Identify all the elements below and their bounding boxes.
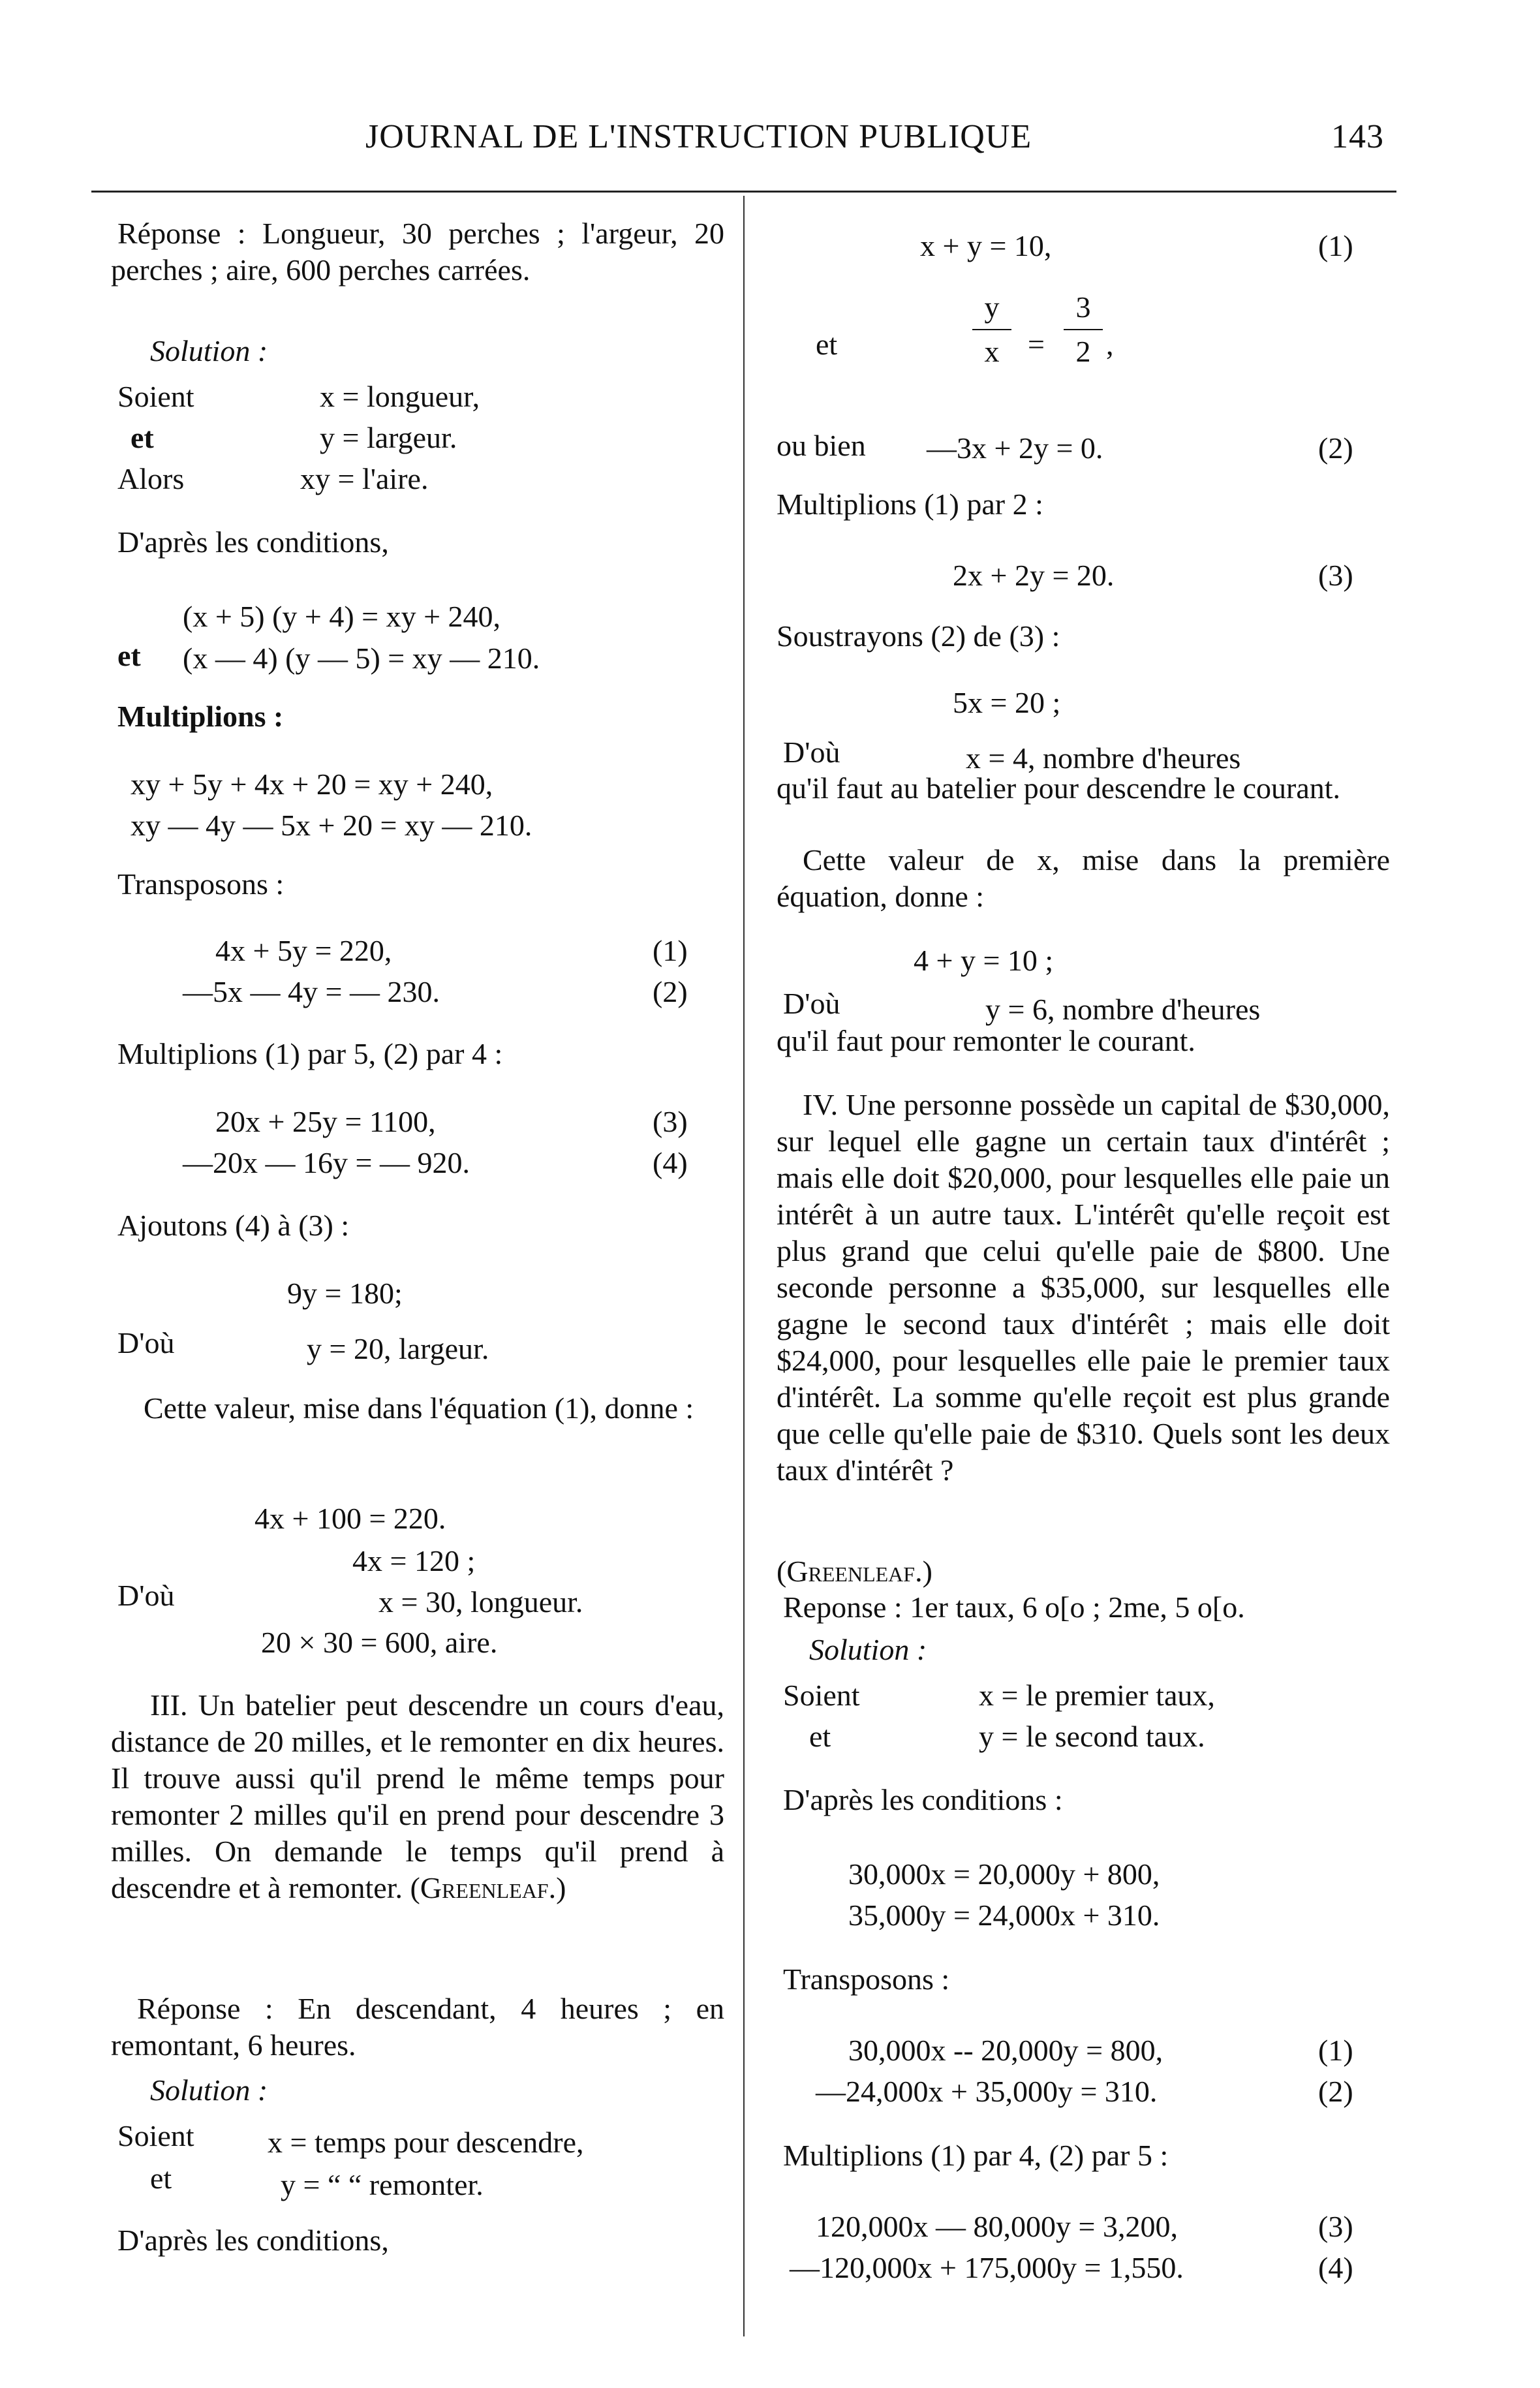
page-number: 143	[1331, 118, 1384, 155]
equation-number: (3)	[1318, 559, 1353, 592]
solution-label: Solution :	[150, 334, 268, 367]
denominator: x	[984, 335, 1000, 368]
answer-paragraph: Réponse : En descendant, 4 heures ; en remontant, 6 heures.	[111, 1992, 724, 2062]
definition: y = le second taux.	[979, 1720, 1205, 1753]
definition: x = le premier taux,	[979, 1679, 1215, 1712]
problem-paragraph: IV. Une personne possède un capital de $30,000, sur lequel elle gagne un certain taux d'intérêt ; mais elle doit $20,000, pour lesquelles elle paie un intérêt à un autre taux. L'intérêt qu'elle reçoit est plus grand que celui qu'elle paie de $800. Une seconde personne a $35,000, sur lesquelles elle gagne le second taux d'intérêt ; mais elle doit $24,000, pour lesquelles elle paie le premier taux d'intérêt. La somme qu'elle reçoit est plus grande que celle qu'elle paie de $310. Quels sont les deux taux d'intérêt ?	[777, 1088, 1390, 1487]
text-paragraph: Cette valeur de x, mise dans la première équation, donne :	[777, 843, 1390, 913]
definition: y = “ “ remonter.	[281, 2168, 484, 2201]
equation: —20x — 16y = — 920.	[183, 1146, 470, 1179]
equation: 4 + y = 10 ;	[914, 944, 1054, 977]
column-rule	[743, 196, 745, 2336]
equals-sign: =	[1028, 328, 1045, 361]
fraction	[1064, 292, 1103, 367]
text-line: D'où	[783, 736, 840, 769]
equation: 20x + 25y = 1100,	[215, 1105, 436, 1138]
equation-number: (3)	[653, 1105, 688, 1138]
text-paragraph: qu'il faut au batelier pour descendre le courant.	[777, 771, 1341, 805]
definition: y = largeur.	[320, 421, 457, 454]
definition-label: Soient	[117, 380, 194, 413]
equation-label: et	[816, 328, 838, 361]
numerator: y	[984, 290, 1000, 324]
definition-label: et	[809, 1720, 831, 1753]
definition: x = longueur,	[320, 380, 480, 413]
definition: x = temps pour descendre,	[268, 2126, 584, 2159]
equation: (x — 4) (y — 5) = xy — 210.	[183, 642, 540, 675]
text-line: Transposons :	[783, 1962, 950, 1996]
equation: —5x — 4y = — 230.	[183, 975, 440, 1008]
equation: 9y = 180;	[287, 1277, 403, 1310]
equation: 4x + 5y = 220,	[215, 934, 392, 967]
equation: 5x = 20 ;	[953, 686, 1061, 719]
equation-number: (1)	[1318, 2034, 1353, 2067]
denominator: 2	[1075, 335, 1091, 368]
equation: y = 20, largeur.	[307, 1332, 489, 1365]
text-line: D'où	[117, 1326, 175, 1359]
equation: —24,000x + 35,000y = 310.	[816, 2075, 1158, 2108]
answer-paragraph: Réponse : Longueur, 30 perches ; l'argeur, 20 perches ; aire, 600 perches carrées.	[111, 217, 724, 287]
definition-label: Alors	[117, 462, 185, 495]
equation-number: (3)	[1318, 2210, 1353, 2243]
equation-number: (4)	[1318, 2251, 1353, 2284]
equation: x = 30, longueur.	[378, 1585, 583, 1619]
equation-number: (2)	[653, 975, 688, 1008]
text-line: D'après les conditions :	[783, 1783, 1063, 1816]
equation: xy — 4y — 5x + 20 = xy — 210.	[131, 809, 532, 842]
equation-number: (4)	[653, 1146, 688, 1179]
definition-label: Soient	[117, 2119, 194, 2152]
equation: —3x + 2y = 0.	[927, 431, 1103, 465]
equation: y = 6, nombre d'heures	[985, 993, 1261, 1026]
definition-label: Soient	[783, 1679, 860, 1712]
problem-paragraph	[111, 1687, 724, 1906]
equation-label: ou bien	[777, 429, 866, 462]
equation-number: (2)	[1318, 2075, 1353, 2108]
problem-text: III. Un batelier peut descendre un cours d'eau, distance de 20 milles, et le remonter en dix heures. Il trouve aussi qu'il prend le même temps pour remonter 2 milles qu'il en prend pour descendre 3 milles. On demande le temps qu'il prend à descendre et à remonter. (	[111, 1688, 724, 1904]
answer-line: Reponse : 1er taux, 6 o[o ; 2me, 5 o[o.	[783, 1590, 1245, 1624]
text-line: Multiplions (1) par 2 :	[777, 488, 1043, 521]
text-line: Soustrayons (2) de (3) :	[777, 619, 1060, 653]
solution-label: Solution :	[150, 2073, 268, 2107]
definition-label: et	[131, 421, 154, 454]
source-citation: Greenleaf.)	[420, 1871, 566, 1904]
definition: xy = l'aire.	[300, 462, 429, 495]
equation: 35,000y = 24,000x + 310.	[848, 1899, 1160, 1932]
text-line: Transposons :	[117, 867, 285, 901]
text-paragraph: Cette valeur, mise dans l'équation (1), donne :	[144, 1391, 694, 1425]
text-line: D'où	[117, 1579, 175, 1612]
equation: x = 4, nombre d'heures	[966, 741, 1241, 775]
text-line: D'après les conditions,	[117, 525, 389, 559]
equation: 120,000x — 80,000y = 3,200,	[816, 2210, 1178, 2243]
equation: 30,000x -- 20,000y = 800,	[848, 2034, 1163, 2067]
numerator: 3	[1075, 290, 1091, 324]
definition-label: et	[150, 2162, 172, 2195]
punctuation: ,	[1106, 328, 1114, 361]
equation: 2x + 2y = 20.	[953, 559, 1115, 592]
fraction	[972, 292, 1011, 367]
equation: 4x + 100 = 220.	[254, 1502, 446, 1535]
solution-label: Solution :	[809, 1633, 927, 1666]
text-line: Ajoutons (4) à (3) :	[117, 1209, 350, 1242]
equation: 20 × 30 = 600, aire.	[261, 1626, 498, 1659]
header-rule	[91, 191, 1396, 193]
equation-label: et	[117, 639, 141, 672]
text-line: D'où	[783, 987, 840, 1020]
equation-number: (1)	[653, 934, 688, 967]
equation: 4x = 120 ;	[352, 1544, 476, 1577]
equation-number: (2)	[1318, 431, 1353, 465]
text-line: Multiplions (1) par 4, (2) par 5 :	[783, 2139, 1169, 2172]
equation: 30,000x = 20,000y + 800,	[848, 1857, 1160, 1891]
equation-number: (1)	[1318, 229, 1353, 262]
source-citation: (Greenleaf.)	[777, 1555, 932, 1588]
equation: —120,000x + 175,000y = 1,550.	[790, 2251, 1184, 2284]
running-header: JOURNAL DE L'INSTRUCTION PUBLIQUE	[365, 118, 1032, 155]
text-line: D'après les conditions,	[117, 2224, 389, 2257]
text-line: Multiplions (1) par 5, (2) par 4 :	[117, 1037, 503, 1070]
text-paragraph: qu'il faut pour remonter le courant.	[777, 1024, 1195, 1057]
equation: x + y = 10,	[920, 229, 1052, 262]
equation: xy + 5y + 4x + 20 = xy + 240,	[131, 768, 493, 801]
equation: (x + 5) (y + 4) = xy + 240,	[183, 600, 501, 633]
text-line: Multiplions :	[117, 700, 284, 733]
